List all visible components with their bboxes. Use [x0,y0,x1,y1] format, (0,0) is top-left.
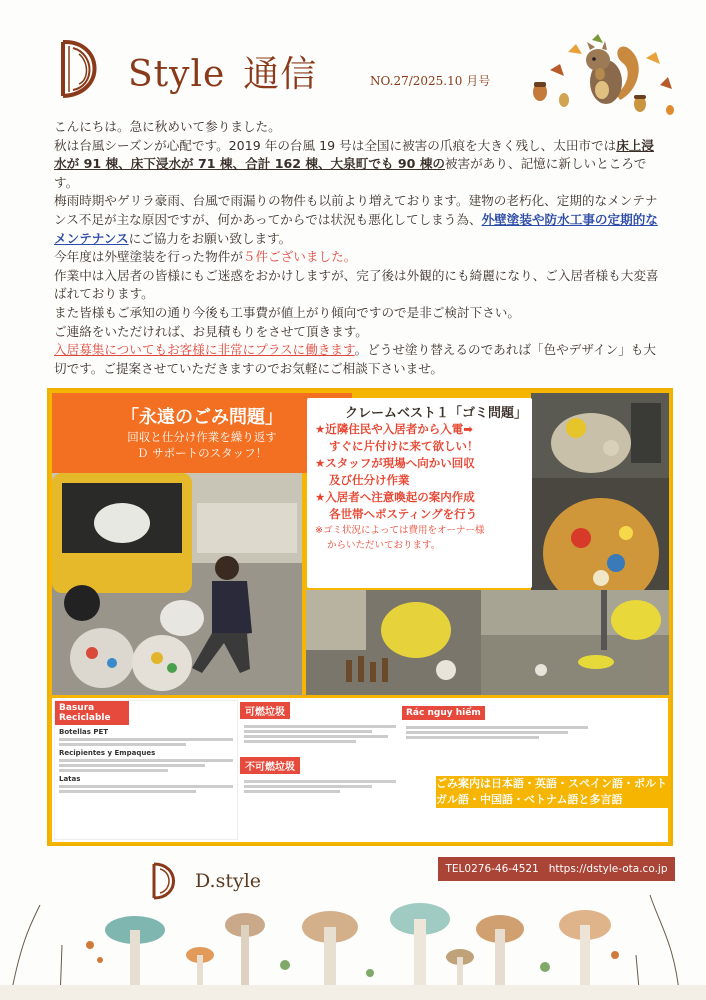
burnable-heading: 可燃垃圾 [240,702,290,719]
mushroom-forest-illustration [0,885,706,1000]
maintenance-text-c: にご協力をお願い致します。 [128,230,292,246]
claim-ranking-title: クレームベスト１「ゴミ問題」 [345,406,528,421]
painting-count-text: 今年度は外壁塗装を行った物件が [54,249,243,265]
cost-note-1: ※ゴミ状況によっては費用をオーナー様 [315,525,485,536]
multilingual-note: ごみ案内は日本語・英語・スペイン語・ポルトガル語・中国語・ベトナム語と多言語 [436,777,667,806]
work-paragraph: 作業中は入居者の皆様にもご迷惑をおかけしますが、完了後は外観的にも綺麗になり、ご入居者様も大変喜ばれております。 [54,267,659,302]
phone-number: TEL0276-46-4521 [445,863,539,875]
claim-step-3-cont: 各世帯へポスティングを行う [329,507,478,521]
pet-label: Botellas PET [59,728,109,736]
recruitment-highlight: 入居募集についてもお客様に非常にプラスに働きます [54,342,355,358]
typhoon-text-c: 被害があり、記憶に新しいところです。 [54,156,647,190]
footer-brand: D.style [195,870,262,892]
maintenance-text-a: 梅雨時期やゲリラ豪雨、台風で雨漏りの物件も以前より増えております。建物の老朽化、定期的なメンテナンス不足が主な原因ですが、何かあってからでは状況も悪化してしまう為、 [54,193,658,227]
contact-bar [438,857,675,881]
estimate-paragraph: ご連絡をいただければ、お見積もりをさせて頂きます。 [54,323,368,339]
recruitment-paragraph [54,341,660,378]
non-burnable-heading: 不可燃垃圾 [240,757,300,774]
typhoon-text-a: 秋は台風シーズンが心配です。2019 年の台風 19 号は全国に被害の爪痕を大きく残し、太田市では [54,137,617,153]
cost-note-2: からいただいております。 [327,540,441,551]
flyer-subtitle-2: Ｄ サポートのスタッフ！ [136,446,268,460]
painting-count-highlight: ５件ございました。 [242,249,357,265]
cost-paragraph: また皆様もご承知の通り今後も工事費が値上がり傾向ですので是非ご検討下さい。 [54,304,520,320]
staff-collecting-garbage-photo [52,473,302,695]
garbage-problem-flyer [47,388,673,846]
maintenance-paragraph [54,192,660,248]
title-latin: Style [128,54,226,95]
dstyle-logo-icon [55,34,110,100]
containers-label: Recipientes y Empaques [59,749,156,757]
collection-point-photo [481,590,669,695]
website-link[interactable]: https://dstyle-ota.co.jp [548,863,668,875]
claim-step-1: ★近隣住民や入居者から入電➡ [315,422,473,436]
recyclable-heading: Basura Reciclable [55,701,129,725]
article-body [54,118,660,378]
title-jp: 通信 [243,54,318,95]
recyclable-column [54,700,238,840]
hazard-column [402,700,592,840]
painting-count-paragraph [54,248,660,267]
claim-step-2: ★スタッフが現場へ向かい回収 [315,456,475,470]
cans-label: Latas [59,775,81,783]
garbage-rules-sheet [52,698,668,842]
claim-ranking-panel [307,398,532,588]
claim-step-1-cont: すぐに片付けに来て欲しい！ [329,439,479,453]
issue-number: NO.27/2025.10 月号 [370,74,491,88]
greeting: こんにちは。急に秋めいて参りました。 [54,119,281,134]
hazard-heading: Rác nguy hiểm [402,706,485,720]
maintenance-highlight: 外壁塗装や防水工事の定期的なメンテナンス [54,211,658,246]
newsletter-title [128,46,317,97]
burnable-column [240,700,400,840]
garbage-pile-photo-1 [531,393,669,478]
flood-damage-stats: 床上浸水が 91 棟、床下浸水が 71 棟、合計 162 棟、大泉町でも 90 棟の [54,137,654,172]
autumn-squirrel-illustration [528,30,678,115]
flyer-subtitle-1: 回収と仕分け作業を繰り返す [127,430,277,444]
recruitment-text: 。どうせ塗り替えるのであれば「色やデザイン」も大切です。ご提案させていただきますのでお気軽にご相談下さいませ。 [54,342,656,376]
dumped-garbage-photo [306,590,481,695]
claim-step-3: ★入居者へ注意喚起の案内作成 [315,490,475,504]
claim-step-2-cont: 及び仕分け作業 [329,473,410,487]
flyer-title: 「永遠のごみ問題」 [121,407,283,428]
typhoon-paragraph [54,137,660,193]
